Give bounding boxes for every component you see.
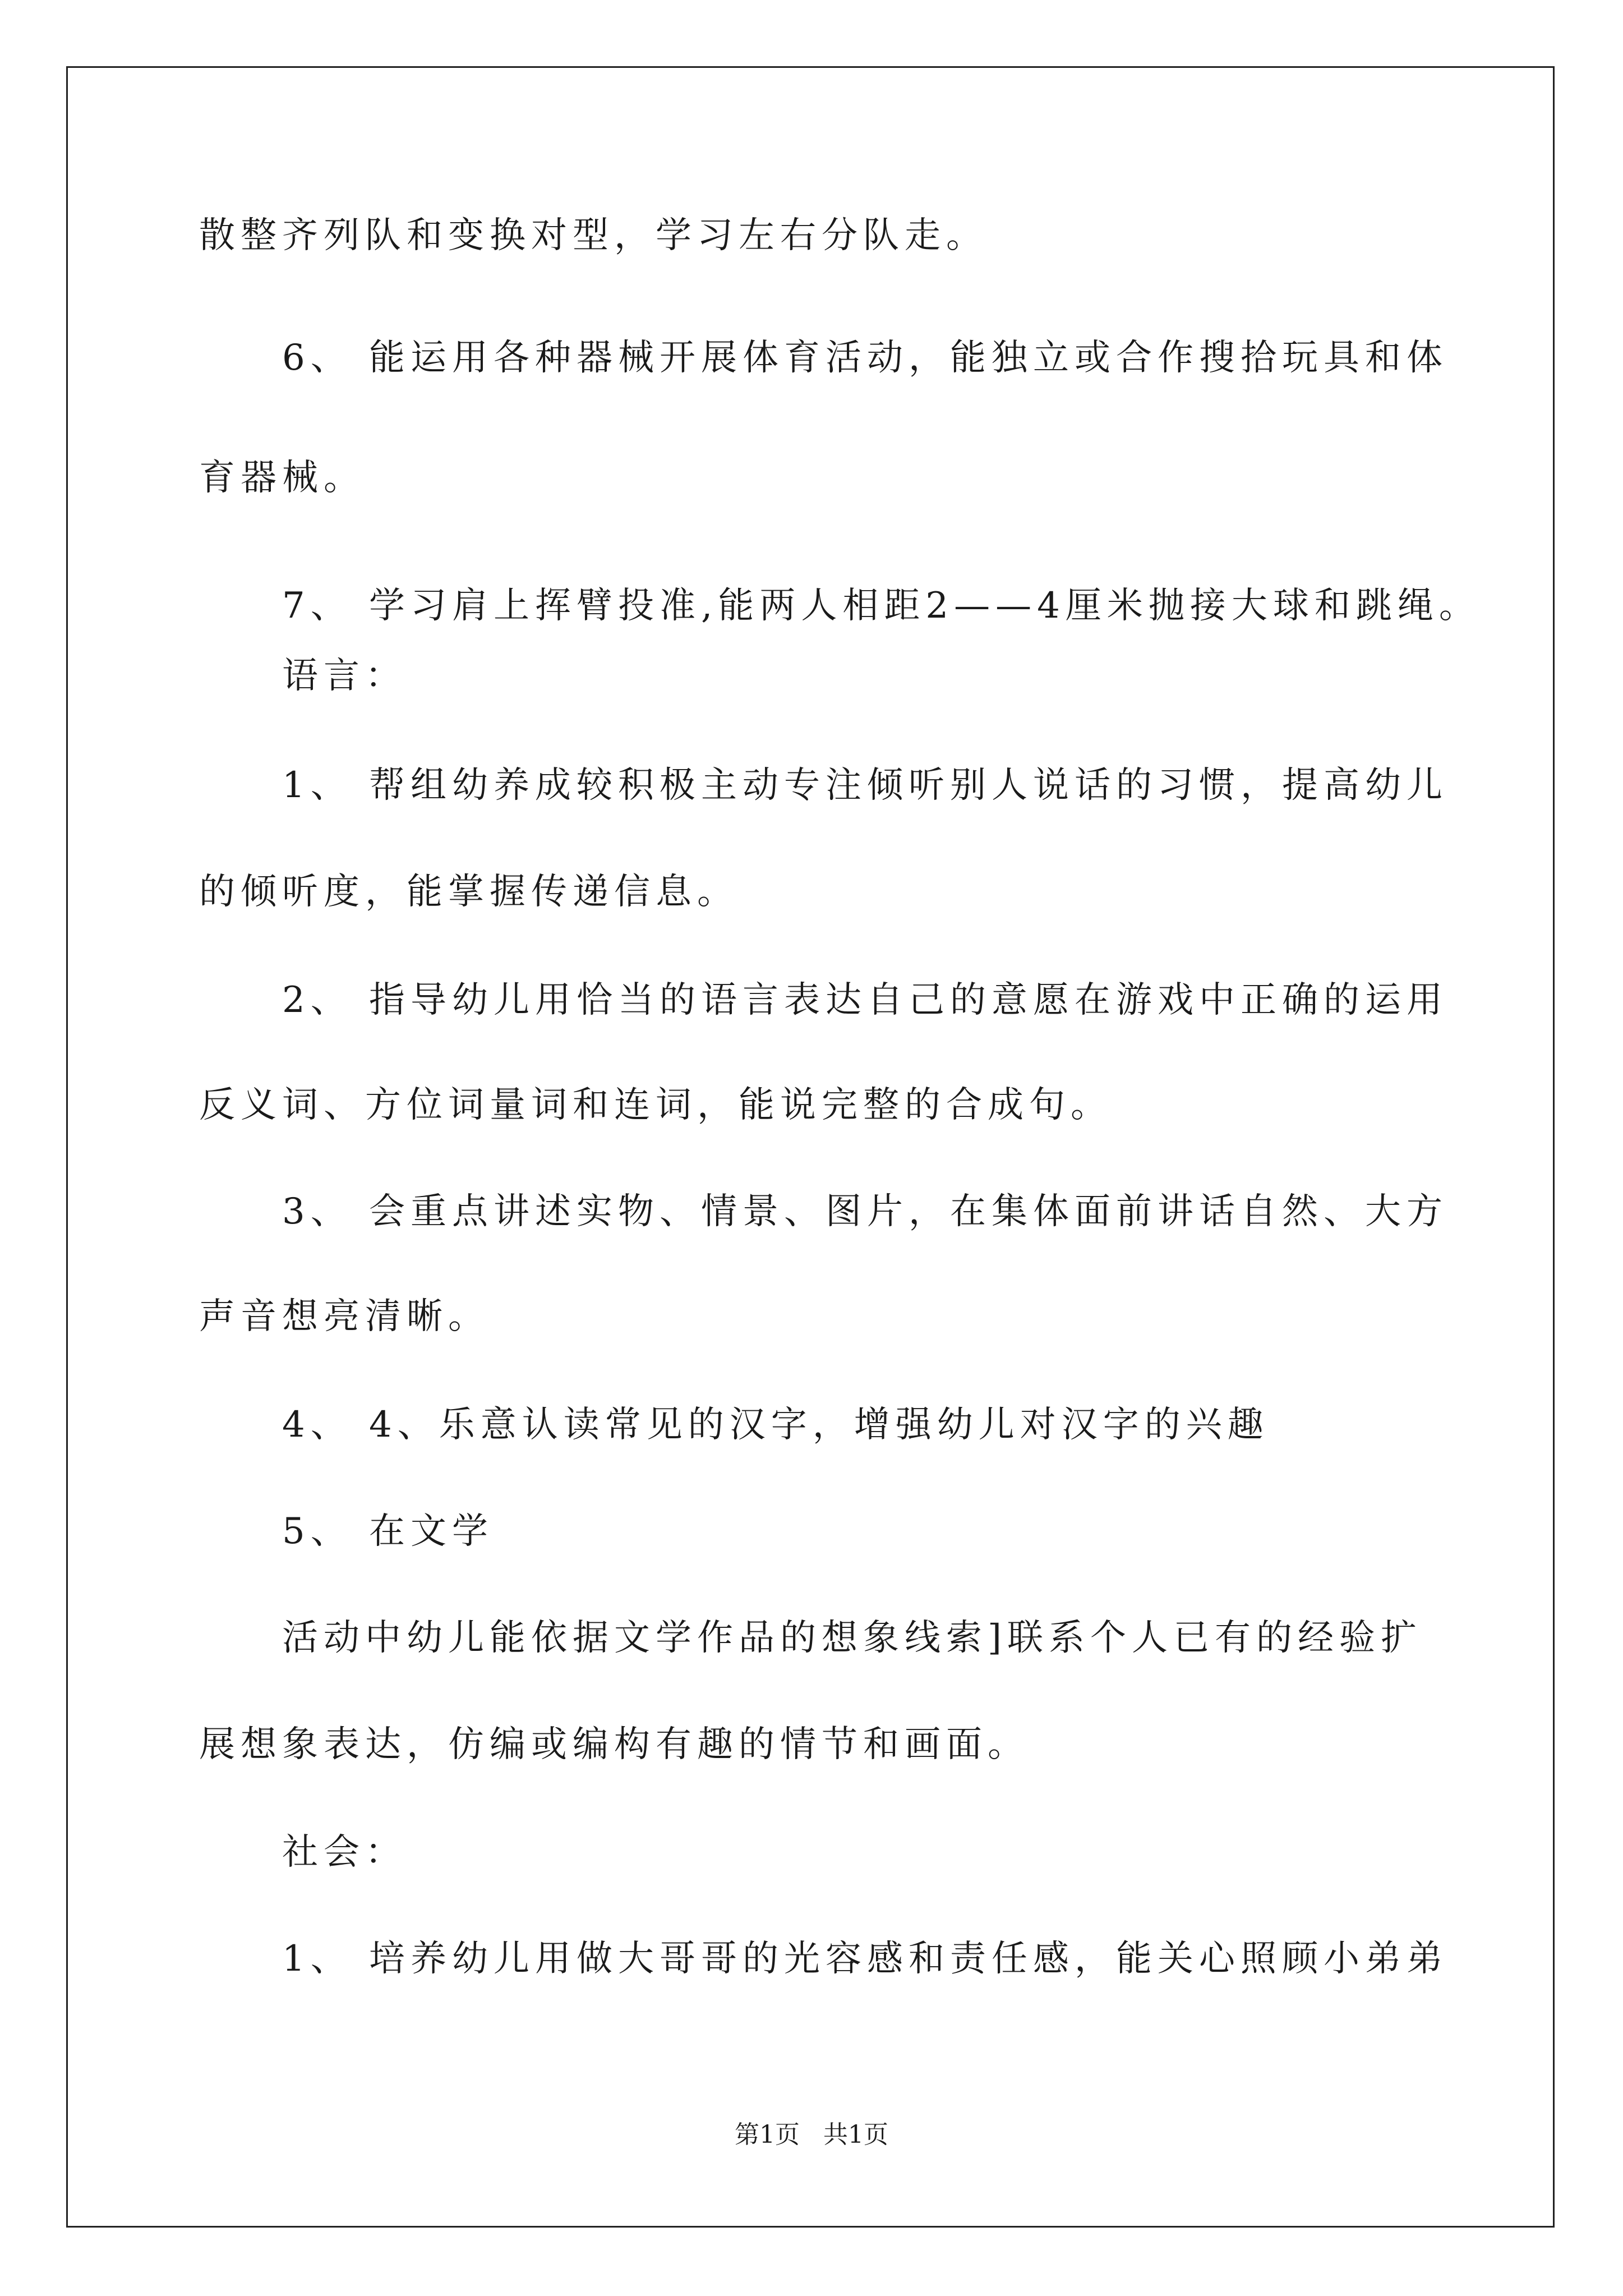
text-line: 散整齐列队和变换对型，学习左右分队走。 (199, 215, 988, 256)
text-line: 反义词、方位词量词和连词，能说完整的合成句。 (199, 1084, 1112, 1126)
text-line: 的倾听度，能掌握传递信息。 (199, 871, 739, 913)
text-line: 1、 帮组幼养成较积极主动专注倾听别人说话的习惯，提高幼儿 (199, 765, 1449, 806)
page-total: 共1页 (823, 2120, 888, 2149)
page-frame (66, 66, 1555, 2228)
text-line: 4、 4、乐意认读常见的汉字，增强幼儿对汉字的兴趣 (199, 1404, 1269, 1446)
text-line: 1、 培养幼儿用做大哥哥的光容感和责任感，能关心照顾小弟弟 (199, 1938, 1449, 1980)
text-line: 3、 会重点讲述实物、情景、图片，在集体面前讲话自然、大方 (199, 1191, 1449, 1232)
text-line: 6、 能运用各种器械开展体育活动，能独立或合作搜拾玩具和体 (199, 337, 1449, 379)
page-number: 第1页 (735, 2120, 800, 2149)
text-line: 声音想亮清晰。 (199, 1296, 490, 1337)
text-line: 语言： (199, 655, 407, 697)
text-line: 社会： (199, 1832, 407, 1873)
page-footer (0, 2118, 1623, 2152)
text-line: 展想象表达，仿编或编构有趣的情节和画面。 (199, 1724, 1029, 1765)
text-line: 活动中幼儿能依据文学作品的想象线索]联系个人已有的经验扩 (199, 1617, 1422, 1659)
text-line: 5、 在文学 (199, 1511, 494, 1552)
text-line: 育器械。 (199, 457, 365, 499)
text-line: 7、 学习肩上挥臂投准,能两人相距2——4厘米抛接大球和跳绳。 (199, 585, 1481, 627)
text-line: 2、 指导幼儿用恰当的语言表达自己的意愿在游戏中正确的运用 (199, 979, 1449, 1021)
